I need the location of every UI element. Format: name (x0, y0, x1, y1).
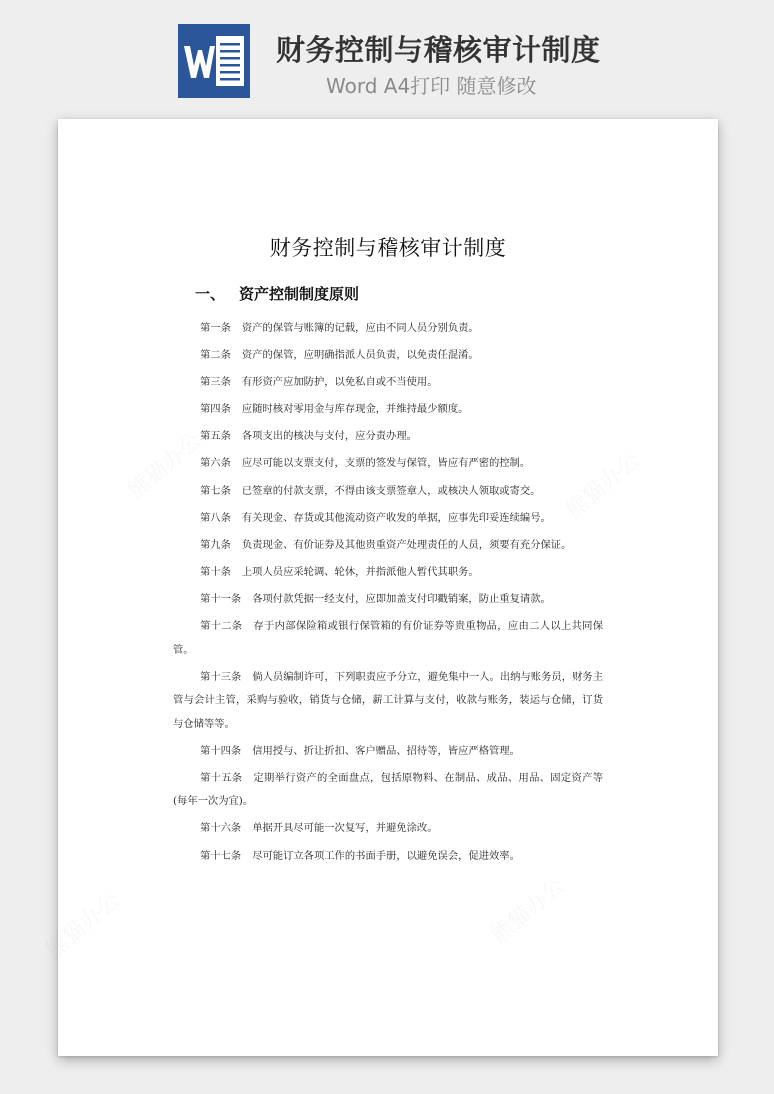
article (173, 371, 603, 395)
article-text: 存于内部保险箱或银行保管箱的有价证券等贵重物品，应由二人以上共同保管。 (173, 620, 604, 656)
article-label: 第四条 (200, 403, 231, 416)
article (173, 740, 603, 764)
article-text: 资产的保管与账簿的记载，应由不同人员分别负责。 (241, 322, 479, 334)
article-text: 定期举行资产的全面盘点，包括原物料、在制品、成品、用品、固定资产等(每年一次为宜)。 (173, 771, 604, 808)
document-page (41, 119, 718, 1056)
article-text: 已签章的付款支票，不得由该支票签章人，或核决人领取或寄交。 (241, 484, 541, 497)
section-heading-text: 资产控制制度原则 (239, 285, 360, 303)
article (173, 588, 603, 612)
banner-subtitle: Word A4打印 随意修改 (326, 74, 537, 98)
article-label: 第十二条 (200, 620, 243, 633)
article-text: 有关现金、存货或其他流动资产收发的单据，应事先印妥连续编号。 (241, 511, 551, 524)
watermark: 熊猫办公 (486, 873, 571, 949)
article (173, 480, 603, 504)
header-banner (0, 0, 774, 110)
article-label: 第十六条 (200, 822, 242, 835)
word-document-icon (178, 24, 250, 98)
article (173, 425, 603, 449)
article-label: 第六条 (200, 457, 231, 470)
article-label: 第三条 (200, 376, 231, 389)
article-text: 信用授与、折让折扣、客户赠品、招待等，皆应严格管理。 (252, 744, 520, 757)
article-label: 第十条 (200, 565, 231, 578)
article-label: 第八条 (200, 511, 231, 524)
article-label: 第十五条 (200, 771, 243, 784)
article (173, 344, 603, 368)
article-text: 单据开具尽可能一次复写，并避免涂改。 (252, 822, 438, 835)
article-text: 各项付款凭据一经支付，应即加盖支付印戳销案，防止重复请款。 (252, 592, 551, 605)
article (173, 666, 603, 737)
article-text: 各项支出的核决与支付，应分责办理。 (241, 430, 417, 443)
article-text: 负责现金、有价证券及其他贵重资产处理责任的人员，须要有充分保证。 (241, 538, 572, 551)
article-label: 第十三条 (200, 670, 242, 683)
article-label: 第十七条 (200, 849, 242, 862)
article-label: 第十四条 (200, 744, 242, 757)
article-label: 第十一条 (200, 592, 242, 605)
watermark: 熊猫办公 (123, 428, 208, 504)
section-number: 一、 (195, 285, 226, 303)
article (173, 317, 603, 341)
article-text: 上项人员应采轮调、轮休，并指派他人暂代其职务。 (241, 565, 479, 578)
article-label: 第七条 (200, 484, 231, 497)
article (173, 845, 603, 869)
article (173, 817, 603, 841)
article (173, 561, 603, 585)
article (173, 398, 603, 422)
article (173, 507, 603, 531)
article-label: 第一条 (200, 322, 231, 334)
banner-title: 财务控制与稽核审计制度 (276, 33, 601, 67)
article-text: 倘人员编制许可，下列职责应予分立，避免集中一人。出纳与账务员，财务主管与会计主管，采购与验收，销货与仓储，薪工计算与支付，收款与账务，装运与仓储，订货与仓储等等。 (173, 670, 603, 730)
article-text: 应随时核对零用金与库存现金，并维持最少额度。 (241, 403, 469, 416)
article (173, 452, 603, 476)
article (173, 534, 603, 558)
article (173, 767, 603, 814)
article-label: 第九条 (200, 538, 231, 551)
article-text: 资产的保管，应明确指派人员负责，以免责任混淆。 (241, 349, 479, 362)
article-label: 第二条 (200, 349, 231, 362)
section-heading (195, 283, 359, 304)
article (173, 615, 603, 662)
article-text: 有形资产应加防护，以免私自或不当使用。 (241, 376, 438, 389)
article-text: 尽可能订立各项工作的书面手册，以避免误会，促进效率。 (252, 849, 520, 862)
watermark: 熊猫办公 (41, 888, 126, 964)
article-list (173, 317, 603, 872)
document-title: 财务控制与稽核审计制度 (269, 236, 507, 260)
article-text: 应尽可能以支票支付，支票的签发与保管，皆应有严密的控制。 (241, 457, 531, 470)
article-label: 第五条 (200, 430, 231, 443)
watermark: 熊猫办公 (561, 448, 646, 524)
